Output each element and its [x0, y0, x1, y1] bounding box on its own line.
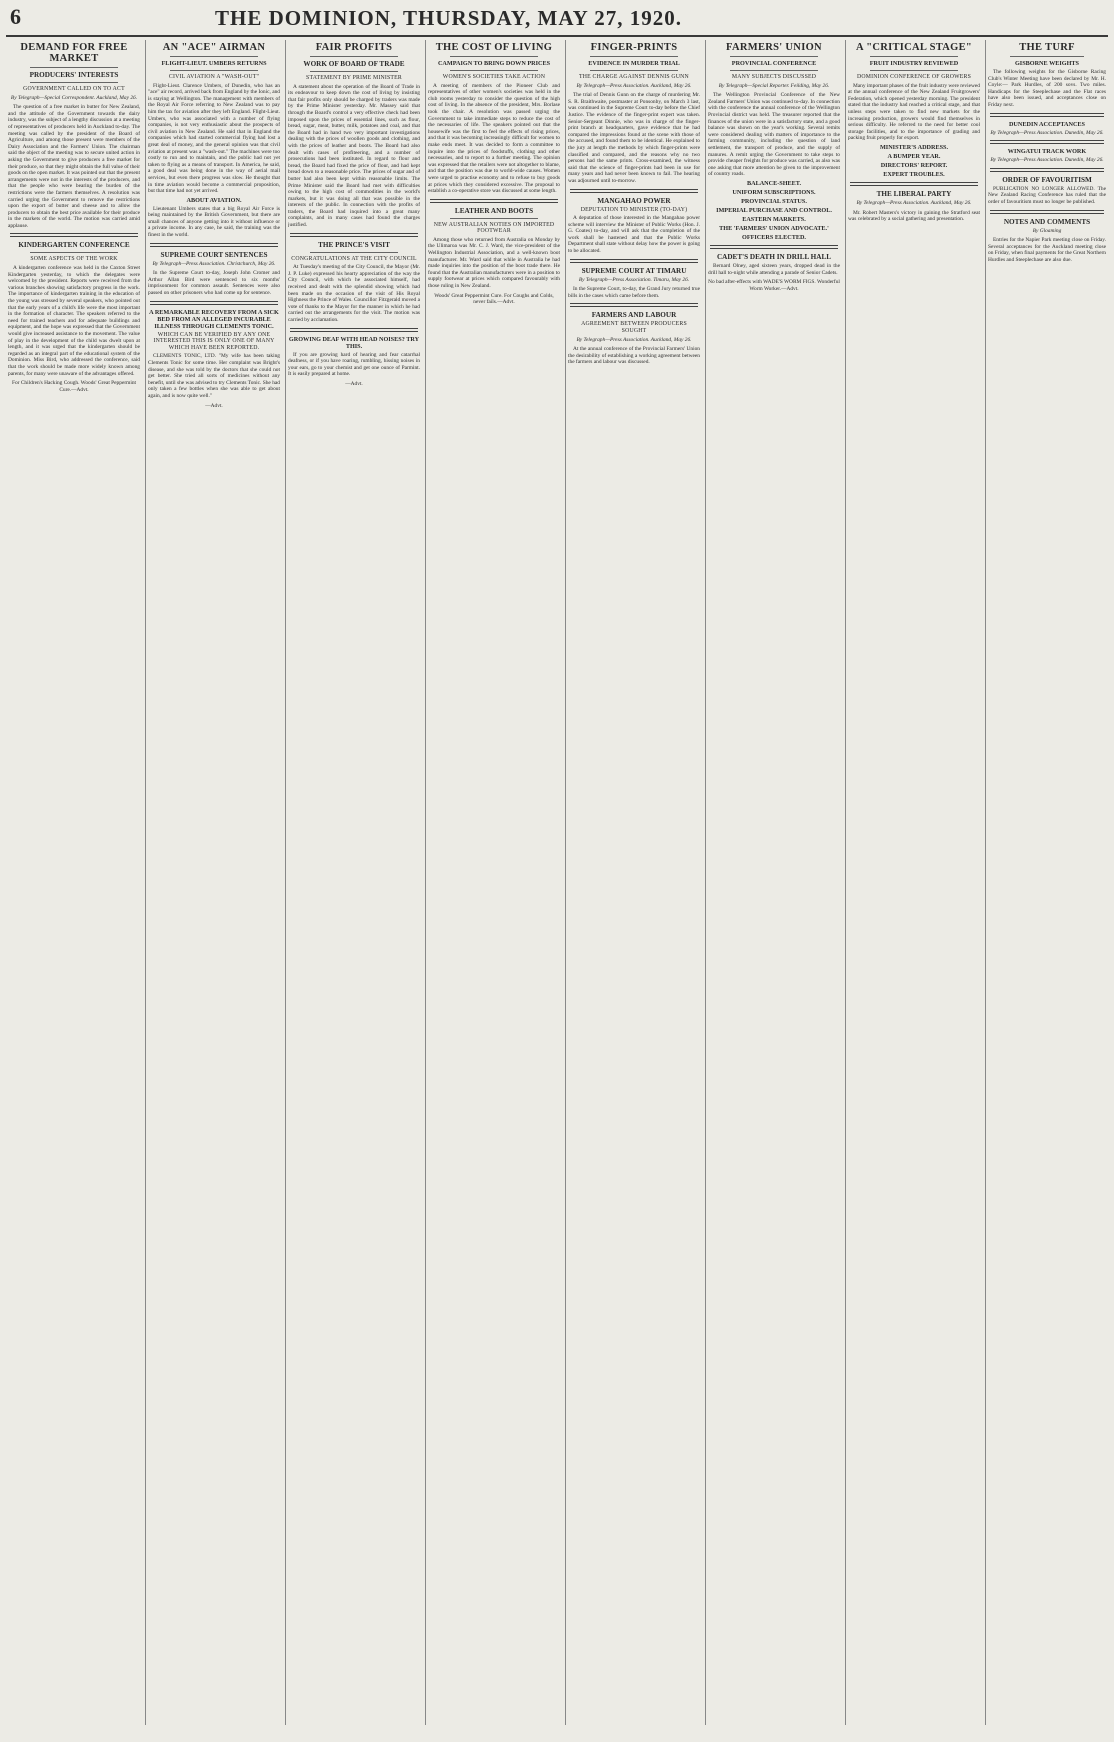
- article-body: Many important phases of the fruit industry were reviewed at the annual conference of the New Zealand Fruitgrowers' Federation, which opened yesterday morning. The president stated that the industry had reached a critical stage, and that unless steps were taken to find new markets for the increasing production, growers would find themselves in serious difficulty. He referred to the need for better cool storage facilities, and to the importance of grading and packing fruit properly for export.: [848, 82, 980, 142]
- article-body: A deputation of those interested in the Mangahao power scheme will interview the Minister of Public Works (Hon. J. G. Coates) to-day, and will ask that the completion of the work shall be hastened and that the Public Works Department shall state without delay how the power is going to be allocated.: [568, 215, 700, 255]
- article-body: A kindergarten conference was held in the Caxton Street Kindergarten yesterday, to which the delegates were welcomed by the president. Reports were received from the various branches showing satisfactory progress in the work. The importance of kindergarten training in the education of the young was stressed by several speakers, who pointed out that the early years of a child's life were the most important in the formation of character. The speakers referred to the need for trained teachers and for adequate buildings and equipment, and the hope was expressed that the Government would give increased assistance to the movement. The value of play in the development of the child was dwelt upon at length, and it was urged that the kindergarten should be regarded as an integral part of the educational system of the Dominion. Miss Bird, who addressed the conference, said that the work should be made more widely known among parents, for many were unaware of the advantages offered.: [8, 265, 140, 377]
- headline: NOTES AND COMMENTS: [1003, 217, 1091, 226]
- subheadline: WORK OF BOARD OF TRADE: [303, 60, 405, 68]
- article-body: In the Supreme Court, to-day, the Grand Jury returned true bills in the cases which came before them.: [568, 286, 700, 299]
- headline: DEMAND FOR FREE MARKET: [20, 42, 128, 64]
- deck: SOME ASPECTS OF THE WORK: [30, 256, 118, 263]
- column-7: [848, 40, 980, 1720]
- deck: DEPUTATION TO MINISTER (TO-DAY): [580, 206, 688, 213]
- subheadline: CAMPAIGN TO BRING DOWN PRICES: [437, 60, 551, 67]
- deck: CONGRATULATIONS AT THE CITY COUNCIL: [291, 255, 417, 262]
- article-body: The Wellington Provincial Conference of the New Zealand Farmers' Union was continued to-day. In connection with the conference the annual conference of the Wellington Provincial district was held. The treasurer reported that the finances of the union were in a satisfactory state, and a good balance was shown on the year's working. Several remits were considered dealing with matters of importance to the farming community, including the question of land settlement, the transport of produce, and the supply of manures. A remit urging the Government to take steps to provide cheaper freights for produce was carried, as also was one asking that more attention be given to the improvement of country roads.: [708, 92, 840, 178]
- headline: DUNEDIN ACCEPTANCES: [1008, 120, 1086, 128]
- article-body: Lieutenant Umbers states that a big Royal Air Force is being maintained by the British Government, but there are small chances of anyone getting into it without influence or a private income. In any case, he said, the training was the finest in the world.: [148, 205, 280, 239]
- headline: MANGAHAO POWER: [597, 196, 671, 205]
- section-head: DIRECTORS' REPORT.: [880, 161, 948, 169]
- deck: WHICH CAN BE VERIFIED BY ANY ONE INTERESTED THIS IS ONLY ONE OF MANY WHICH HAVE BEEN REPORTED.: [153, 331, 275, 351]
- article-body: Flight-Lieut. Clarence Umbers, of Dunedin, who has an "ace" air record, arrived back from England by the Ionic, and is staying at Wellington. The management with members of the Royal Air Force referring to New Zealand was to pay him the tax for aviation after they left England. Flight-Lieut. Umbers, who was associated with a number of flying companies, is not very enthusiastic about the prospects of civil aviation in New Zealand. He said that in England the companies which had started commercial flying had lost a great deal of money, and the general opinion was that civil aviation at present was a "wash-out." The machines were too costly to run and to maintain, and the public had not yet taken to flying as a means of transport. In America, he said, a good deal was being done in the way of aerial mail services, but even there progress was slow. He thought that in time aviation would become a commercial proposition, but that time had not yet arrived.: [148, 82, 280, 195]
- subheadline: EVIDENCE IN MURDER TRIAL: [588, 60, 680, 67]
- article-body: Entries for the Napier Park meeting close on Friday. Several acceptances for the Auckland meeting close on Friday, when final payments for the Great Northern Hurdles and Steeplechase are also due.: [988, 237, 1106, 263]
- advertisement-line: For Children's Hacking Cough. Woods' Great Peppermint Cure.—Advt.: [11, 380, 137, 393]
- column-rule: [285, 40, 286, 1725]
- article-body: The following weights for the Gisborne Racing Club's Winter Meeting have been declared by Mr. H. Coyle:— Park Hurdles, of 200 sovs. Two miles. Handicaps for the Steeplechase and the Flat races have also been issued, and acceptances close on Friday next.: [988, 69, 1106, 108]
- deck: GOVERNMENT CALLED ON TO ACT: [23, 86, 125, 92]
- byline: By Telegraph—Press Association. Dunedin, May 26.: [990, 129, 1104, 136]
- advertisement-line: Woods' Great Peppermint Cure. For Coughs and Colds, never fails.—Advt.: [434, 292, 554, 306]
- headline: LEATHER AND BOOTS: [454, 206, 534, 215]
- headline: FINGER-PRINTS: [590, 42, 678, 53]
- column-5: [568, 40, 700, 1720]
- byline: By Telegraph—Press Association. Auckland, May 26.: [856, 199, 972, 206]
- article-body: In the Supreme Court to-day, Joseph John Cromer and Arthur Allan Bird were sentenced to six months' imprisonment for common assault. Sentences were also passed on other prisoners who had come up for sentence.: [148, 270, 280, 297]
- headline: THE TURF: [1019, 42, 1075, 53]
- section-head: A BUMPER YEAR.: [887, 152, 941, 160]
- article-body: PUBLICATION NO LONGER ALLOWED. The New Zealand Racing Conference has ruled that the order of favouritism must no longer be published.: [988, 185, 1106, 205]
- advertisement-line: —Advt.: [205, 402, 223, 409]
- headline: GROWING DEAF WITH HEAD NOISES? TRY THIS.: [288, 335, 420, 350]
- article-body: At Tuesday's meeting of the City Council, the Mayor (Mr. J. P. Luke) expressed his hearty appreciation of the way the City Council, with which he associated himself, had received and dealt with the splendid showing which had been made on the occasion of the visit of His Royal Highness the Prince of Wales. Councillor Fitzgerald moved a vote of thanks to the Mayor for the manner in which he had carried out the arrangements for the visit. The motion was carried by acclamation.: [288, 264, 420, 323]
- article-body: The trial of Dennis Gunn on the charge of murdering Mr. S. R. Braithwaite, postmaster at Ponsonby, on March 3 last, was continued in the Supreme Court to-day before the Chief Justice. The evidence of the finger-print expert was taken. Senior-Sergeant Dinnie, who was in charge of the finger-print branch at headquarters, gave evidence that he had compared the impressions found at the scene with those of the accused, and found them to be identical. He explained to the jury at length the methods by which finger-prints were classified and compared, and the reasons why no two persons had the same prints. Cross-examined, the witness said that the science of finger-prints had been in use for many years and had never been known to fail. The hearing was adjourned until to-morrow.: [568, 92, 700, 184]
- deck: WOMEN'S SOCIETIES TAKE ACTION: [442, 74, 546, 80]
- masthead: [0, 0, 1114, 34]
- byline: By Telegraph—Press Association. Auckland, May 26.: [576, 336, 692, 343]
- headline: ORDER OF FAVOURITISM: [1002, 175, 1092, 184]
- masthead-rule: [6, 35, 1108, 37]
- deck: THE CHARGE AGAINST DENNIS GUNN: [579, 74, 689, 80]
- advertisement-line: —Advt.: [345, 380, 363, 387]
- deck: DOMINION CONFERENCE OF GROWERS: [856, 74, 972, 80]
- article-body: A statement about the operation of the Board of Trade in its endeavour to keep down the cost of living by insisting that fair profits only should be charged by traders was made by the Prime Minister yesterday. Mr. Massey said that through the Board's control a very effective check had been imposed upon the prices of essential lines, such as flour, bread, sugar, meat, butter, milk, potatoes and coal, and that the Board had in hand two very important investigations dealing with the prices of woollen goods and clothing, and with the prices of leather and boots. The Board had also dealt with cases of profiteering, and a number of prosecutions had been instituted. In regard to flour and bread, the Board had fixed the price of flour, and had kept bread down to a reasonable price. The prices of sugar and of butter had also been kept within reasonable limits. The Prime Minister said the Board had met with difficulties owing to the high cost of commodities in the world's markets, but it was doing all that was possible in the interests of the public. In connection with the profits of traders, the Board had inquired into a great many complaints, and in many cases had found the charges justified.: [288, 83, 420, 229]
- byline: By Telegraph—Special Correspondent. Auckland, May 26.: [10, 94, 138, 101]
- section-head: EASTERN MARKETS.: [742, 215, 806, 223]
- byline: By Gloaming: [1032, 227, 1062, 234]
- headline: KINDERGARTEN CONFERENCE: [18, 241, 130, 250]
- headline: FARMERS AND LABOUR: [591, 311, 677, 320]
- section-head: EXPERT TROUBLES.: [883, 170, 945, 178]
- headline: THE COST OF LIVING: [435, 42, 553, 53]
- article-body: CLEMENTS TONIC, LTD. "My wife has been taking Clements Tonic for some time. Her complaint was Bright's disease, and she was told by the doctors that she could not get better. She tried all sorts of medicines without any benefit, until she was advised to try Clements Tonic. She had only taken a few bottles when she was able to get about again, and is now quite well.": [148, 353, 280, 399]
- column-6: [708, 40, 840, 1720]
- headline: WINGATUI TRACK WORK: [1007, 148, 1087, 156]
- headline: FARMERS' UNION: [726, 42, 822, 53]
- column-3: [288, 40, 420, 1720]
- deck: MANY SUBJECTS DISCUSSED: [731, 74, 817, 80]
- column-rule: [705, 40, 706, 1725]
- section-head: BALANCE-SHEET.: [746, 179, 802, 187]
- section-head: UNIFORM SUBSCRIPTIONS.: [732, 188, 816, 196]
- subheadline: FLIGHT-LIEUT. UMBERS RETURNS: [161, 60, 267, 67]
- deck: STATEMENT BY PRIME MINISTER: [306, 75, 402, 81]
- headline: A REMARKABLE RECOVERY FROM A SICK BED FROM AN ALLEGED INCURABLE ILLNESS THROUGH CLEMENTS TONIC.: [149, 308, 279, 330]
- advertisement-line: No bad after-effects with WADE'S WORM FIGS. Wonderful Worm Worker.—Advt.: [708, 279, 840, 292]
- column-rule: [985, 40, 986, 1725]
- section-head: IMPERIAL PURCHASE AND CONTROL.: [716, 206, 832, 214]
- section-head: ABOUT AVIATION.: [186, 196, 242, 204]
- column-rule: [565, 40, 566, 1725]
- column-8: [988, 40, 1106, 1720]
- deck: CIVIL AVIATION A "WASH-OUT": [168, 74, 260, 80]
- subheadline: FRUIT INDUSTRY REVIEWED: [869, 60, 959, 67]
- article-body: A meeting of members of the Pioneer Club and representatives of other women's societies was held in the club rooms yesterday to consider the question of the high cost of living. In the absence of the president, Mrs. Borlase took the chair. A resolution was passed urging the Government to take immediate steps to reduce the cost of the necessaries of life. The speakers pointed out that the housewife was the first to feel the effects of rising prices, and that it was becoming increasingly difficult for women to make ends meet. It was decided to form a committee to inquire into the prices of foodstuffs, clothing and other necessaries, and to report to a further meeting. The opinion was expressed that the retailers were not altogether to blame, and that the position was due to world-wide causes. Women were urged to practise economy and to refuse to buy goods at prices which they considered excessive. The proposal to establish a co-operative store was discussed at some length.: [428, 82, 560, 195]
- subheadline: GISBORNE WEIGHTS: [1014, 60, 1080, 67]
- headline: SUPREME COURT AT TIMARU: [581, 266, 687, 275]
- byline: By Telegraph—Press Association. Auckland, May 26.: [576, 82, 692, 89]
- section-head: PROVINCIAL STATUS.: [741, 197, 807, 205]
- byline: By Telegraph—Press Association. Christchurch, May 26.: [152, 260, 276, 267]
- column-1: [8, 40, 140, 1720]
- subheadline: PRODUCERS' INTERESTS: [29, 71, 119, 79]
- article-body: If you are growing hard of hearing and fear catarrhal deafness, or if you have roaring, rumbling, hissing noises in your ears, go to your chemist and get one ounce of Parmint. It is easily prepared at home.: [288, 351, 420, 378]
- headline: SUPREME COURT SENTENCES: [160, 250, 268, 259]
- page-number: 6: [10, 4, 21, 29]
- deck: AGREEMENT BETWEEN PRODUCERS SOUGHT: [581, 321, 687, 335]
- byline: By Telegraph—Press Association. Timaru, May 26.: [578, 276, 690, 283]
- column-rule: [145, 40, 146, 1725]
- column-rule: [425, 40, 426, 1725]
- masthead-title: THE DOMINION, THURSDAY, MAY 27, 1920.: [215, 6, 682, 30]
- article-body: At the annual conference of the Provincial Farmers' Union the desirability of establishing a working agreement between the farmers and labour was discussed.: [568, 346, 700, 366]
- column-rule: [845, 40, 846, 1725]
- section-head: THE 'FARMERS' UNION ADVOCATE.': [719, 224, 829, 232]
- column-4: [428, 40, 560, 1720]
- headline: THE LIBERAL PARTY: [876, 189, 952, 198]
- section-head: MINISTER'S ADDRESS.: [879, 143, 949, 151]
- article-body: Bernard Olney, aged sixteen years, dropped dead in the drill hall to-night while attending a parade of Senior Cadets.: [708, 262, 840, 276]
- headline: AN "ACE" AIRMAN: [162, 42, 266, 53]
- deck: NEW AUSTRALIAN NOTIES ON IMPORTED FOOTWEAR: [433, 221, 555, 235]
- headline: CADET'S DEATH IN DRILL HALL: [716, 252, 832, 261]
- section-head: OFFICERS ELECTED.: [742, 233, 806, 241]
- headline: A "CRITICAL STAGE": [855, 42, 973, 53]
- article-body: Mr. Robert Masters's victory in gaining the Stratford seat was celebrated by a social gathering and presentation.: [848, 209, 980, 223]
- headline: FAIR PROFITS: [315, 42, 393, 53]
- article-body: Among those who returned from Australia on Monday by the Ulimaroa was Mr. C. J. Ward, the vice-president of the Wellington Industrial Association, and a well-known boot manufacturer. Mr. Ward said that while in Australia he had made inquiries into the position of the boot trade there. He found that the Australian manufacturers were in a position to supply footwear at prices which compared favourably with those ruling in New Zealand.: [428, 236, 560, 290]
- byline: By Telegraph—Press Association. Dunedin, May 26.: [990, 157, 1104, 164]
- headline: THE PRINCE'S VISIT: [318, 240, 390, 249]
- column-2: [148, 40, 280, 1720]
- subheadline: PROVINCIAL CONFERENCE: [731, 60, 817, 67]
- byline: By Telegraph—Special Reporter. Feilding, May 26.: [718, 82, 830, 89]
- article-body: The question of a free market in butter for New Zealand, and the attitude of the Government towards the dairy industry, was the subject of a lengthy discussion at a meeting of representatives of producers held in Auckland to-day. The meeting was called by the president of the Board of Agriculture, and among those present were members of the Dairy Association and the Farmers' Union. The chairman said the object of the meeting was to secure united action in asking the Government to give producers a free market for their produce, so that they might obtain the full value of their goods on the open market. It was pointed out that the present arrangements were not in the interests of the producers, and that the people who were bearing the burden of the restrictions were the farmers themselves. A resolution was carried urging the Government to remove the restrictions upon the export of butter and cheese and to allow the producers to obtain the best price available for their produce in the markets of the world. The motion was carried amid applause.: [8, 104, 140, 229]
